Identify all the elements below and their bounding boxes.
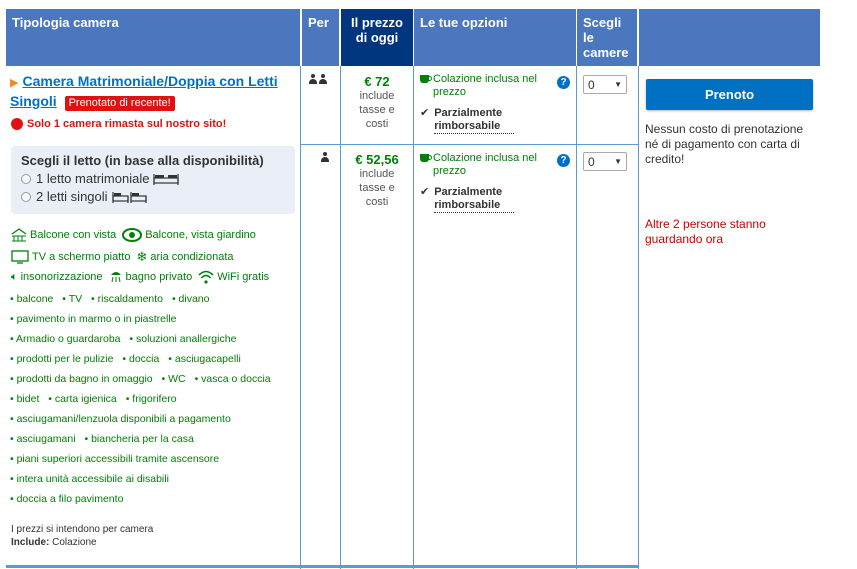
- bed-option-twin[interactable]: [21, 189, 285, 204]
- bed-choice-title: Scegli il letto (in base alla disponibilità): [21, 153, 264, 168]
- book-button[interactable]: Prenoto: [646, 79, 813, 110]
- facility-item: balcone: [16, 293, 54, 305]
- facility-item: frigorifero: [132, 393, 177, 405]
- row-divider: [300, 144, 639, 145]
- price-per-room-note: I prezzi si intendono per camera: [11, 524, 154, 535]
- shower-icon: [109, 270, 123, 284]
- facility-item: bidet: [16, 393, 40, 405]
- bed-option-label: 2 letti singoli: [36, 189, 108, 204]
- eye-view-icon: [122, 228, 142, 242]
- wifi-icon: [198, 270, 214, 284]
- price-note: include: [359, 168, 395, 180]
- refund-label[interactable]: Parzialmente rimborsabile: [434, 107, 514, 134]
- header-spacer: [639, 9, 820, 66]
- grid-line: [413, 66, 414, 569]
- radio-button[interactable]: [21, 192, 31, 202]
- guests-2-icon: [309, 74, 327, 84]
- breakfast-included: [420, 152, 570, 178]
- people-watching-note: Altre 2 persone stanno guardando ora: [645, 217, 766, 246]
- person-icon: [309, 74, 317, 84]
- radio-button[interactable]: [21, 174, 31, 184]
- facility-item: prodotti da bagno in omaggio: [16, 373, 153, 385]
- facilities-line: • asciugamani • biancheria per la casa: [10, 433, 194, 445]
- coffee-cup-icon: [420, 154, 429, 162]
- sound-icon: 🔈︎: [11, 270, 18, 283]
- dropdown-arrow-icon: ▼: [614, 157, 622, 166]
- facility-item: pavimento in marmo o in piastrelle: [16, 313, 177, 325]
- facility-item: asciugamani: [16, 433, 76, 445]
- bed-option-label: 1 letto matrimoniale: [36, 171, 150, 186]
- price-value: € 52,56: [355, 152, 399, 167]
- help-icon[interactable]: ?: [557, 76, 570, 89]
- facility-item: divano: [178, 293, 210, 305]
- header-price-today: Il prezzo di oggi: [341, 9, 413, 66]
- recently-booked-badge: Prenotato di recente!: [65, 96, 175, 111]
- alert-dot-icon: [11, 118, 23, 130]
- facilities-line: • prodotti da bagno in omaggio • WC • vasca o doccia: [10, 373, 271, 385]
- facility-item: riscaldamento: [97, 293, 164, 305]
- amenity-label: Balcone, vista giardino: [145, 229, 256, 241]
- amenity-label: WiFi gratis: [217, 271, 270, 283]
- facility-item: prodotti per le pulizie: [16, 353, 114, 365]
- options-cell: [420, 73, 570, 134]
- expand-arrow-icon: ▶: [10, 77, 19, 89]
- tv-icon: [11, 250, 29, 264]
- facility-item: Armadio o guardaroba: [16, 333, 121, 345]
- include-label: Include:: [11, 537, 50, 548]
- facilities-line: • doccia a filo pavimento: [10, 493, 124, 505]
- amenity-label: bagno privato: [125, 271, 193, 283]
- room-count-select[interactable]: [583, 75, 627, 94]
- amenity-label: aria condizionata: [150, 251, 234, 263]
- room-count-value: 0: [588, 77, 595, 92]
- grid-line: [576, 66, 577, 569]
- grid-line: [340, 66, 341, 569]
- breakfast-label: Colazione inclusa nel prezzo: [433, 152, 537, 177]
- price-note: tasse e: [359, 182, 395, 194]
- facilities-line: • bidet • carta igienica • frigorifero: [10, 393, 177, 405]
- include-note: [11, 537, 97, 548]
- person-icon: [321, 152, 329, 162]
- room-count-value: 0: [588, 154, 595, 169]
- double-bed-icon: [153, 173, 179, 185]
- header-your-options: Le tue opzioni: [414, 9, 576, 66]
- facility-item: doccia a filo pavimento: [16, 493, 124, 505]
- grid-line: [638, 66, 639, 569]
- facilities-line: • intera unità accessibile ai disabili: [10, 473, 169, 485]
- breakfast-label: Colazione inclusa nel prezzo: [433, 73, 537, 98]
- last-room-warning: [11, 118, 226, 130]
- bed-option-double[interactable]: [21, 171, 285, 186]
- person-icon: [319, 74, 327, 84]
- facilities-line: • prodotti per le pulizie • doccia • asciugacapelli: [10, 353, 241, 365]
- price-note: costi: [365, 196, 389, 208]
- header-choose-rooms: Scegli le camere: [577, 9, 637, 66]
- price-note: costi: [365, 118, 389, 130]
- room-count-select[interactable]: [583, 152, 627, 171]
- price-value: € 72: [364, 74, 390, 89]
- guests-1-icon: [321, 152, 329, 162]
- checkmark-icon: ✔: [420, 186, 430, 198]
- facility-item: carta igienica: [54, 393, 117, 405]
- bed-choice-box: [11, 146, 295, 214]
- facility-item: soluzioni anallergiche: [136, 333, 237, 345]
- amenity-label: Balcone con vista: [30, 229, 117, 241]
- facility-item: biancheria per la casa: [91, 433, 194, 445]
- facility-item: asciugamani/lenzuola disponibili a pagamento: [16, 413, 231, 425]
- snowflake-icon: ❄: [136, 249, 148, 264]
- amenities-row-2: [11, 249, 234, 265]
- amenity-label: insonorizzazione: [20, 271, 103, 283]
- price-note: tasse e: [359, 104, 395, 116]
- facility-item: intera unità accessibile ai disabili: [16, 473, 169, 485]
- breakfast-included: [420, 73, 570, 99]
- refund-label[interactable]: Parzialmente rimborsabile: [434, 186, 514, 213]
- facility-item: WC: [168, 373, 186, 385]
- facility-item: doccia: [129, 353, 160, 365]
- refund-policy[interactable]: [420, 186, 570, 213]
- room-name-link[interactable]: Camera Matrimoniale/Doppia con Letti Singoli: [10, 73, 278, 109]
- facility-item: TV: [68, 293, 83, 305]
- help-icon[interactable]: ?: [557, 154, 570, 167]
- balcony-icon: [11, 228, 27, 242]
- single-bed-icon: [112, 191, 148, 203]
- include-value: Colazione: [52, 537, 97, 548]
- facilities-line: • asciugamani/lenzuola disponibili a pagamento: [10, 413, 231, 425]
- facility-item: vasca o doccia: [201, 373, 271, 385]
- options-cell: [420, 152, 570, 213]
- facilities-line: • piani superiori accessibili tramite ascensore: [10, 453, 220, 465]
- header-room-type: Tipologia camera: [6, 9, 300, 66]
- amenities-row-3: [11, 270, 269, 284]
- price-cell: [341, 74, 413, 131]
- facility-item: asciugacapelli: [174, 353, 241, 365]
- header-per: Per: [302, 9, 339, 66]
- table-bottom-border: [6, 565, 638, 568]
- coffee-cup-icon: [420, 75, 429, 83]
- grid-line: [300, 66, 301, 569]
- price-cell: [341, 152, 413, 209]
- dropdown-arrow-icon: ▼: [614, 80, 622, 89]
- amenities-row-1: [11, 228, 256, 242]
- amenity-label: TV a schermo piatto: [32, 251, 131, 263]
- refund-policy[interactable]: [420, 107, 570, 134]
- no-booking-cost-note: Nessun costo di prenotazione né di pagamento con carta di credito!: [645, 122, 804, 166]
- price-note: include: [359, 90, 395, 102]
- facility-item: piani superiori accessibili tramite ascensore: [16, 453, 220, 465]
- room-title[interactable]: [10, 72, 295, 111]
- facilities-line: • pavimento in marmo o in piastrelle: [10, 313, 177, 325]
- facilities-line: • Armadio o guardaroba • soluzioni anallergiche: [10, 333, 237, 345]
- facilities-line: • balcone • TV • riscaldamento • divano: [10, 293, 210, 305]
- last-room-text: Solo 1 camera rimasta sul nostro sito!: [27, 118, 227, 130]
- checkmark-icon: ✔: [420, 107, 430, 119]
